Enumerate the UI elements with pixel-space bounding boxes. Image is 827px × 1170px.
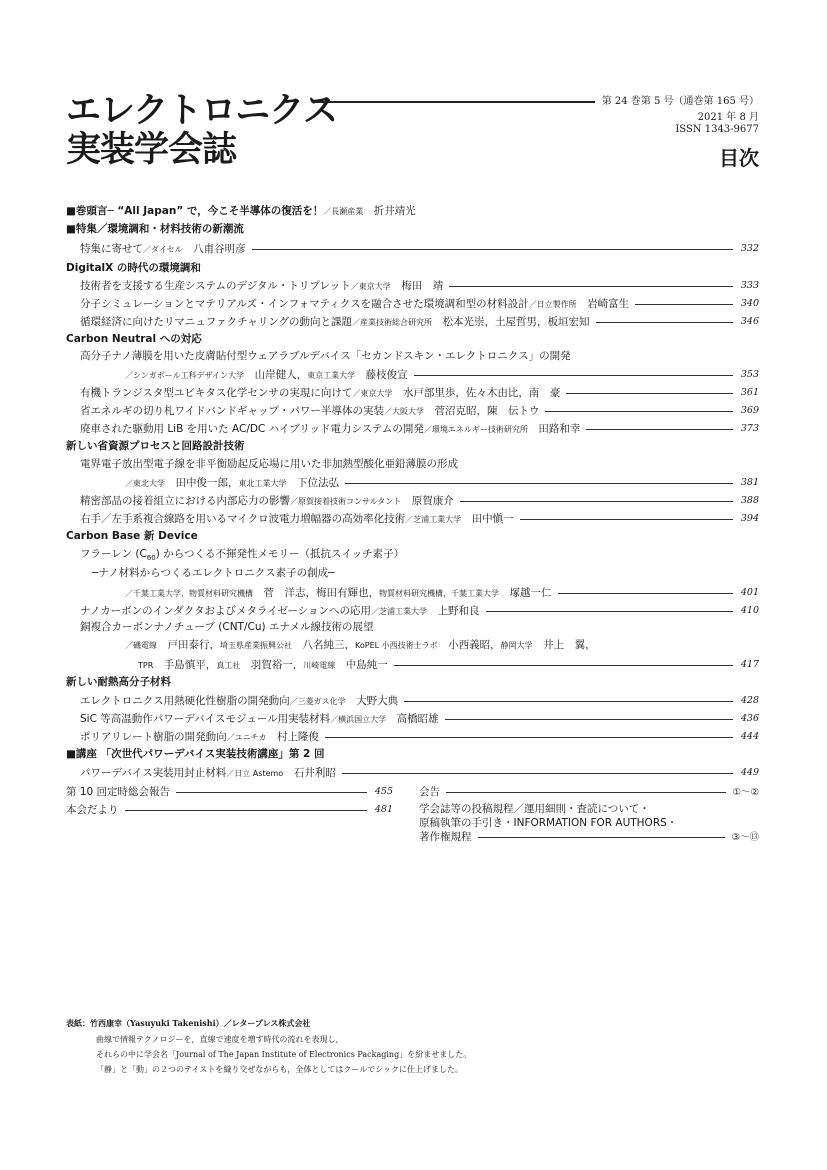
- journal-title-line2: 実装学会誌: [66, 130, 237, 170]
- cover-description-3: 「静」と「動」の２つのテイストを織り交ぜながらも，全体としてはクールでシックに仕上げました。: [96, 1065, 464, 1074]
- leader-line: [478, 837, 726, 838]
- entry-author: 水戸部里歩，佐々木由比，南 豪: [402, 386, 561, 399]
- entry-org: 東京工業大学: [307, 370, 356, 380]
- toc-entry-notice[interactable]: [419, 783, 759, 799]
- toc-entry-a13[interactable]: [138, 656, 759, 672]
- entry-title: 精密部品の接着組立における内部応力の影響: [80, 494, 290, 507]
- entry-title: 循環経済に向けたリマニュファクチャリングの動向と課題: [80, 315, 353, 328]
- section-process: 新しい省資源プロセスと回路設計技術: [66, 440, 245, 452]
- entry-org: ／シンガポール工科デザイン大学: [125, 370, 245, 380]
- leader-line: [394, 665, 733, 666]
- entry-org: ／日立製作所: [528, 299, 577, 309]
- entry-title: ナノカーボンのインダクタおよびメタライゼーションへの応用: [80, 604, 372, 617]
- toc-entry-a3[interactable]: [80, 313, 759, 329]
- entry-org: TPR: [138, 660, 154, 670]
- entry-org: ／大阪大学: [383, 406, 424, 416]
- page-number: 449: [740, 766, 759, 778]
- page-number: 369: [740, 404, 759, 416]
- entry-org: ／ユニチカ: [226, 732, 267, 742]
- toc-entry-a9[interactable]: [80, 492, 759, 508]
- page-number: 410: [740, 604, 759, 616]
- leader-line: [342, 773, 733, 774]
- page-number: 388: [740, 494, 759, 506]
- volume-info: 第 24 巻第 5 号（通巻第 165 号）: [601, 96, 759, 107]
- entry-author: 井上 翼，: [543, 639, 596, 651]
- entry-title: 廃車された駆動用 LiB を用いた AC/DC ハイブリッド電力システムの開発: [80, 422, 424, 435]
- page-number: 436: [740, 712, 759, 724]
- entry-org: ／環境エネルギー技術研究所: [423, 424, 528, 434]
- entry-author: 岩崎富生: [587, 297, 630, 310]
- entry-title: 第 10 回定時総会報告: [66, 785, 171, 798]
- toc-entry-a10[interactable]: [80, 510, 759, 526]
- entry-title: 省エネルギの切り札ワイドバンドギャップ・パワー半導体の実装: [80, 404, 384, 417]
- entry-org: ／産業技術総合研究所: [352, 317, 433, 327]
- entry-author: 村上隆俊: [276, 730, 319, 743]
- entry-org: ／横浜国立大学: [330, 714, 387, 724]
- entry-title: 有機トランジスタ型ユビキタス化学センサの実現に向けて: [80, 386, 353, 399]
- leader-line: [486, 611, 733, 612]
- koza-heading: ■講座 「次世代パワーデバイス実装技術講座」第 2 回: [66, 748, 325, 760]
- kantogen-author: 折井靖光: [373, 205, 416, 217]
- issn: ISSN 1343-9677: [675, 124, 759, 135]
- entry-author: 田路和幸: [538, 422, 581, 435]
- entry-author: 手島慎平，: [163, 658, 217, 671]
- entry-author: 松本光崇，土屋哲男，板垣宏知: [442, 315, 590, 328]
- leader-line: [449, 286, 733, 287]
- toc-entry-a1[interactable]: [80, 277, 759, 293]
- toc-entry-a17[interactable]: [80, 764, 759, 780]
- toc-entry-a8-title[interactable]: 電界電子放出型電子線を非平衡励起反応場に用いた非加熱型酸化亜鉛薄膜の形成: [80, 458, 458, 470]
- entry-title: 特集に寄せて: [80, 242, 143, 255]
- entry-author: 山岸健人，: [254, 368, 308, 381]
- entry-title: 分子シミュレーションとマテリアルズ・インフォマティクスを融合させた環境調和型の材料設計: [80, 297, 529, 310]
- toc-entry-a11[interactable]: [125, 584, 759, 600]
- entry-author: 塚越一仁: [509, 586, 552, 599]
- entry-title: 右手／左手系複合線路を用いるマイクロ波電力増幅器の高効率化技術: [80, 512, 406, 525]
- page-number: 373: [740, 422, 759, 434]
- kantogen-line: [66, 203, 416, 218]
- entry-org: ／芝浦工業大学: [371, 606, 428, 616]
- entry-author: 羽賀裕一，: [250, 658, 304, 671]
- entry-author: 下位法弘: [297, 476, 339, 489]
- toc-entry-a11-title[interactable]: [80, 547, 404, 565]
- entry-org: ／ダイセル: [143, 244, 183, 254]
- entry-org: ／原賀接着技術コンサルタント: [290, 496, 402, 506]
- entry-title: 会告: [419, 785, 440, 798]
- page-number: 361: [740, 386, 759, 398]
- entry-title: パワーデバイス実装用封止材料: [80, 766, 227, 779]
- page-number: ③～⑬: [731, 832, 759, 843]
- toc-entry-a12[interactable]: [80, 602, 759, 618]
- cover-description-1: 曲線で情報テクノロジーを，直線で速度を増す時代の流れを表現し，: [96, 1035, 344, 1044]
- toc-entry-rules-line1[interactable]: 学会誌等の投稿規程／運用細則・査読について・: [419, 803, 650, 815]
- leader-line: [635, 304, 733, 305]
- section-carbon-base: Carbon Base 新 Device: [66, 530, 198, 542]
- journal-title-line1: エレクトロニクス: [66, 91, 337, 131]
- entry-author: 八名純三，: [302, 639, 355, 651]
- entry-author: 高橋昭雄: [396, 712, 439, 725]
- page-number: 444: [740, 730, 759, 742]
- tokushu-heading: ■特集／環境調和・材料技術の新潮流: [66, 223, 244, 235]
- entry-author: 石井利昭: [293, 766, 336, 779]
- subscript-60: 60: [146, 554, 156, 563]
- toc-entry-a13-authors: [125, 638, 596, 653]
- leader-line: [176, 792, 367, 793]
- kantogen-org: ／長瀬産業: [323, 207, 364, 216]
- toc-entry-a4[interactable]: [125, 366, 759, 382]
- toc-entry-intro[interactable]: [80, 240, 759, 256]
- cover-description-2: それらの中に学会名「Journal of The Japan Institute of Electronics Packaging」を紛ませました。: [96, 1050, 472, 1059]
- page-number: 481: [374, 803, 393, 815]
- entry-org: ／東京大学: [350, 281, 391, 291]
- entry-org: 埼玉県産業振興公社: [220, 641, 292, 650]
- entry-author: 菅 洋志，梅田有輝也，: [263, 586, 379, 599]
- toc-entry-rules-line2[interactable]: 原稿執筆の手引き・INFORMATION FOR AUTHORS・: [419, 817, 678, 829]
- entry-org: ／芝浦工業大学: [405, 514, 462, 524]
- leader-line: [566, 393, 733, 394]
- leader-line: [446, 792, 726, 793]
- toc-entry-a15[interactable]: [80, 710, 759, 726]
- entry-author: 菅沼克昭，陳 伝トウ: [434, 404, 540, 417]
- page-number: 428: [740, 694, 759, 706]
- leader-line: [558, 593, 734, 594]
- toc-entry-a11-subtitle: ─ナノ材料からつくるエレクトロニクス素子の創成─: [92, 567, 335, 579]
- entry-title: エレクトロニクス用熱硬化性樹脂の開発動向: [80, 694, 290, 707]
- leader-line: [460, 501, 733, 502]
- issue-date: 2021 年 8 月: [697, 112, 759, 123]
- toc-entry-rules[interactable]: [419, 828, 759, 844]
- entry-author: 藤枝俊宣: [365, 368, 408, 381]
- leader-line: [414, 375, 733, 376]
- toc-entry-a16[interactable]: [80, 728, 759, 744]
- leader-line: [125, 810, 368, 811]
- toc-entry-a4-title[interactable]: 高分子ナノ薄膜を用いた皮膚貼付型ウェアラブルデバイス「セカンドスキン・エレクトロニクス」の開発: [80, 350, 571, 362]
- title-rule: [312, 101, 595, 103]
- toc-entry-news[interactable]: [66, 801, 393, 817]
- entry-title: ポリアリレート樹脂の開発動向: [80, 730, 227, 743]
- page-number: 353: [740, 368, 759, 380]
- entry-title-part: ) からつくる不揮発性メモリー（抵抗スイッチ素子）: [155, 548, 405, 560]
- entry-org: ／三菱ガス化学: [289, 696, 346, 706]
- entry-title: 著作権規程: [419, 830, 472, 843]
- entry-author: 中島純一: [345, 658, 388, 671]
- entry-author: 戸田泰行，: [167, 639, 220, 651]
- page-number: 394: [740, 512, 759, 524]
- page-number: 381: [740, 476, 759, 488]
- toc-entry-a6[interactable]: [80, 402, 759, 418]
- entry-author: 小西義昭，: [448, 639, 501, 651]
- page-number: 332: [740, 242, 759, 254]
- entry-org: ／東京大学: [352, 388, 393, 398]
- page-number: 417: [740, 658, 759, 670]
- entry-author: 田中愼一: [471, 512, 514, 525]
- leader-line: [325, 737, 733, 738]
- toc-entry-a2[interactable]: [80, 295, 759, 311]
- entry-org: KoPEL 小西技術士ラボ: [355, 641, 438, 650]
- entry-title-part: フラーレン (C: [80, 548, 147, 560]
- page-number: 346: [740, 315, 759, 327]
- toc-entry-a5[interactable]: [80, 384, 759, 400]
- leader-line: [445, 719, 733, 720]
- toc-entry-a14[interactable]: [80, 692, 759, 708]
- leader-line: [586, 429, 733, 430]
- leader-line: [520, 519, 733, 520]
- entry-author: 田中俊一郎，: [175, 476, 239, 489]
- entry-org: ／千葉工業大学，物質材料研究機構: [125, 588, 253, 598]
- contents-heading: 目次: [719, 146, 759, 170]
- page-number: 401: [740, 586, 759, 598]
- entry-author: 大野大典: [356, 694, 399, 707]
- toc-entry-a8[interactable]: [125, 474, 759, 490]
- entry-author: 上野和良: [437, 604, 480, 617]
- leader-line: [345, 483, 733, 484]
- section-carbon-neutral: Carbon Neutral への対応: [66, 333, 202, 345]
- entry-author: 原賀康介: [411, 494, 454, 507]
- page-number: 340: [740, 297, 759, 309]
- entry-org: 真工社: [216, 660, 241, 670]
- entry-org: ／磯電線: [125, 641, 157, 650]
- page-number: 455: [374, 785, 393, 797]
- toc-entry-a7[interactable]: [80, 420, 759, 436]
- leader-line: [545, 411, 733, 412]
- page-number: 333: [740, 279, 759, 291]
- entry-title: 技術者を支援する生産システムのデジタル・トリプレット: [80, 279, 351, 292]
- entry-org: 物質材料研究機構，千葉工業大学: [379, 588, 499, 598]
- entry-org: 東北工業大学: [238, 478, 287, 488]
- cover-credit: 表紙：竹西康幸（Yasuyuki Takenishi）／レタープレス株式会社: [66, 1018, 311, 1028]
- toc-entry-a13-title[interactable]: 銅複合カーボンナノチューブ (CNT/Cu) エナメル線技術の展望: [80, 621, 374, 633]
- toc-entry-general-meeting[interactable]: [66, 783, 393, 799]
- entry-author: 梅田 靖: [401, 279, 444, 292]
- entry-org: ／日立 Astemo: [226, 768, 284, 778]
- entry-org: ／東北大学: [125, 478, 165, 488]
- entry-org: 静岡大学: [500, 641, 533, 650]
- leader-line: [596, 322, 733, 323]
- leader-line: [252, 249, 733, 250]
- entry-author: 八甫谷明彦: [193, 242, 246, 255]
- section-polymer: 新しい耐熱高分子材料: [66, 676, 171, 688]
- entry-title: 本会だより: [66, 803, 119, 816]
- kantogen-title: ■巻頭言─ “All Japan” で，今こそ半導体の復活を！: [66, 205, 324, 217]
- page-number: ①～②: [732, 787, 759, 798]
- section-digitalx: DigitalX の時代の環境調和: [66, 262, 201, 274]
- entry-org: 川崎電線: [303, 660, 336, 670]
- leader-line: [404, 701, 733, 702]
- entry-title: SiC 等高温動作パワーデバイスモジュール用実装材料: [80, 712, 331, 725]
